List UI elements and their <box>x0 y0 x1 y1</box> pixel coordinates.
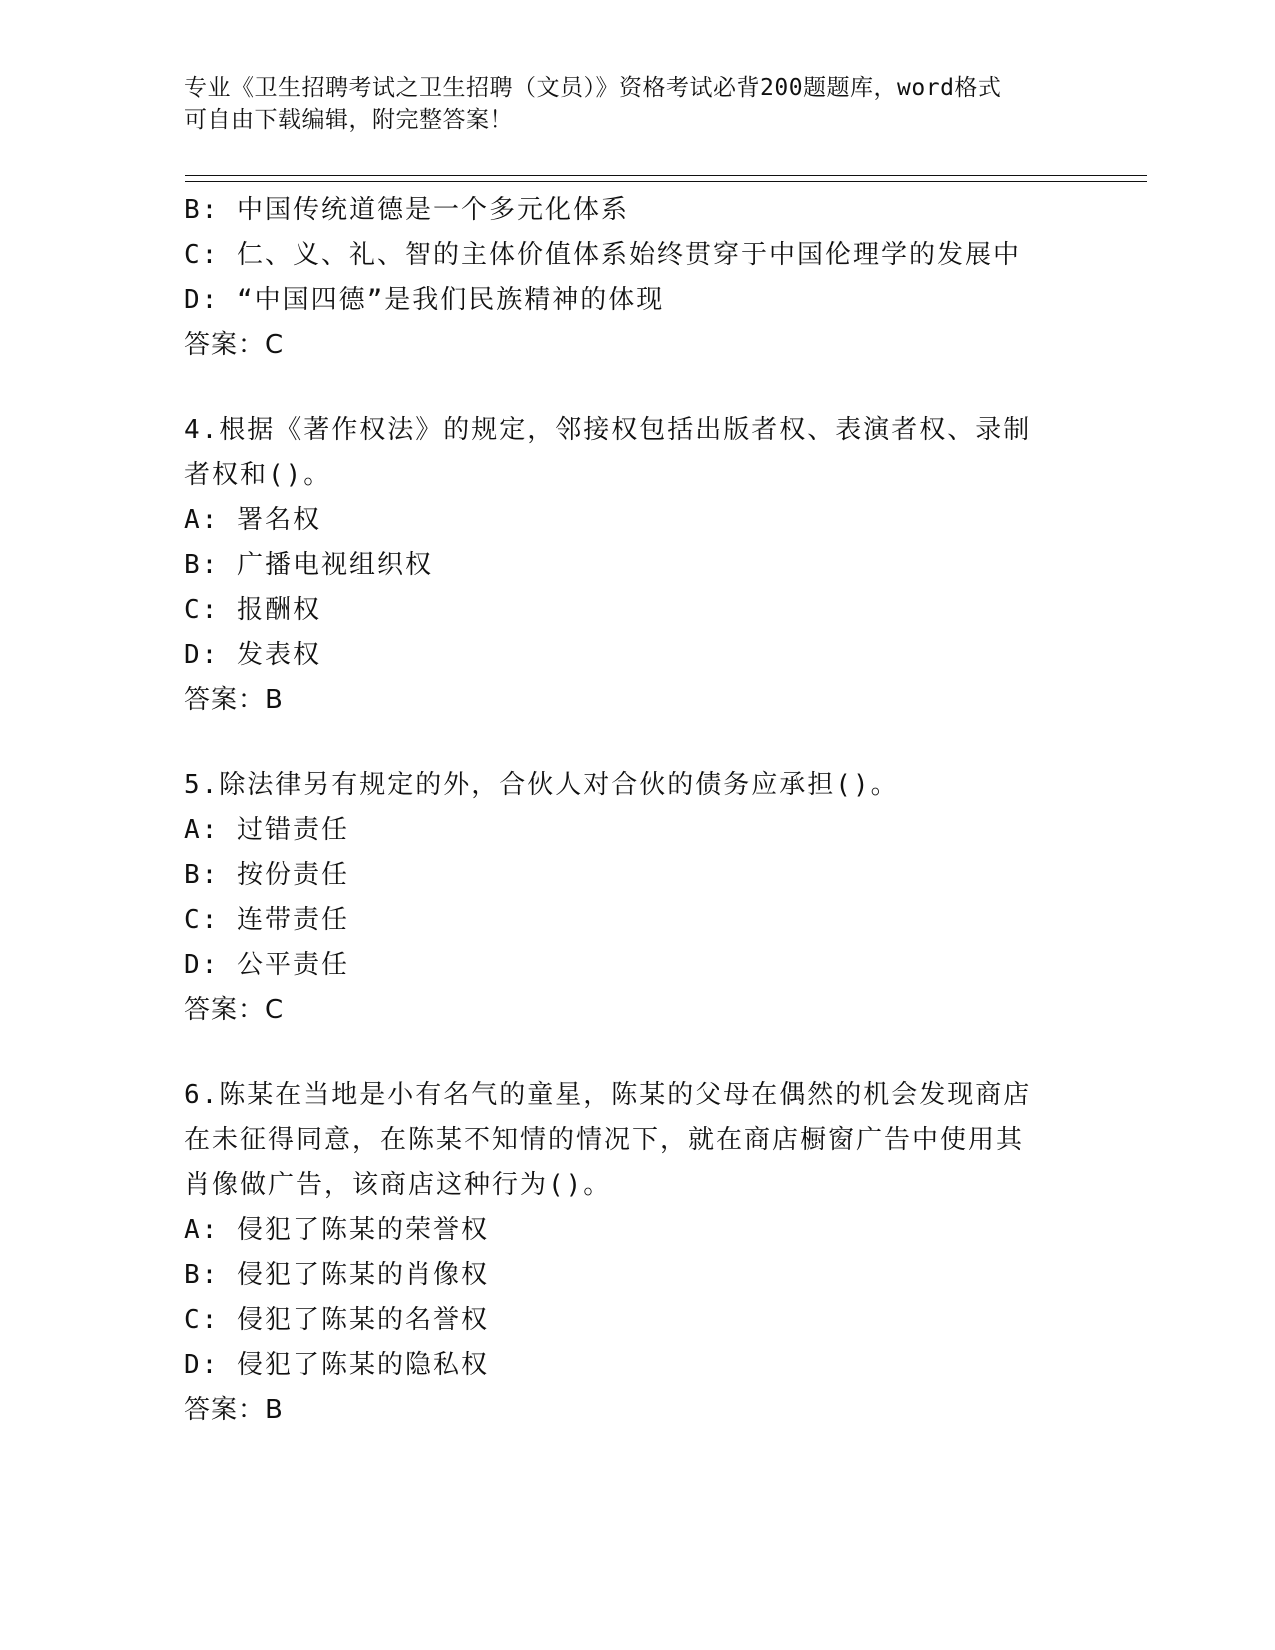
option-c: C: 仁、义、礼、智的主体价值体系始终贯穿于中国伦理学的发展中 <box>184 240 1021 270</box>
question-content <box>184 188 1054 1433</box>
question-text-line: 6.陈某在当地是小有名气的童星，陈某的父母在偶然的机会发现商店 <box>184 1080 1032 1110</box>
option-d: D: 发表权 <box>184 640 321 670</box>
answer-line: 答案：B <box>184 1395 284 1425</box>
option-b: B: 中国传统道德是一个多元化体系 <box>184 195 629 225</box>
option-b: B: 按份责任 <box>184 860 349 890</box>
answer-line: 答案：B <box>184 685 284 715</box>
option-b: B: 广播电视组织权 <box>184 550 433 580</box>
header-rule-top <box>185 175 1147 176</box>
option-c: C: 连带责任 <box>184 905 349 935</box>
option-d: D: 侵犯了陈某的隐私权 <box>184 1350 489 1380</box>
option-d: D: 公平责任 <box>184 950 349 980</box>
question-text-line: 在未征得同意，在陈某不知情的情况下，就在商店橱窗广告中使用其 <box>184 1125 1025 1155</box>
question-text-line: 肖像做广告，该商店这种行为()。 <box>184 1170 612 1200</box>
answer-line: 答案：C <box>184 330 285 360</box>
option-c: C: 报酬权 <box>184 595 321 625</box>
option-a: A: 过错责任 <box>184 815 349 845</box>
option-a: A: 署名权 <box>184 505 321 535</box>
question-text-line: 4.根据《著作权法》的规定，邻接权包括出版者权、表演者权、录制 <box>184 415 1032 445</box>
spacer <box>184 723 1054 763</box>
option-a: A: 侵犯了陈某的荣誉权 <box>184 1215 489 1245</box>
spacer <box>184 1033 1054 1073</box>
answer-line: 答案：C <box>184 995 285 1025</box>
option-c: C: 侵犯了陈某的名誉权 <box>184 1305 489 1335</box>
option-b: B: 侵犯了陈某的肖像权 <box>184 1260 489 1290</box>
option-d: D: “中国四德”是我们民族精神的体现 <box>184 285 665 315</box>
question-5 <box>184 763 1054 1033</box>
header-line-2: 可自由下载编辑，附完整答案！ <box>184 107 513 133</box>
question-6 <box>184 1073 1054 1433</box>
question-4 <box>184 408 1054 723</box>
header-rule-bottom <box>185 181 1147 182</box>
question-text-line: 者权和()。 <box>184 460 332 490</box>
header-line-1: 专业《卫生招聘考试之卫生招聘（文员）》资格考试必背200题题库，word格式 <box>184 75 1002 101</box>
question-text-line: 5.除法律另有规定的外，合伙人对合伙的债务应承担()。 <box>184 770 899 800</box>
question-3-partial <box>184 188 1054 368</box>
document-header <box>184 72 1074 136</box>
spacer <box>184 368 1054 408</box>
